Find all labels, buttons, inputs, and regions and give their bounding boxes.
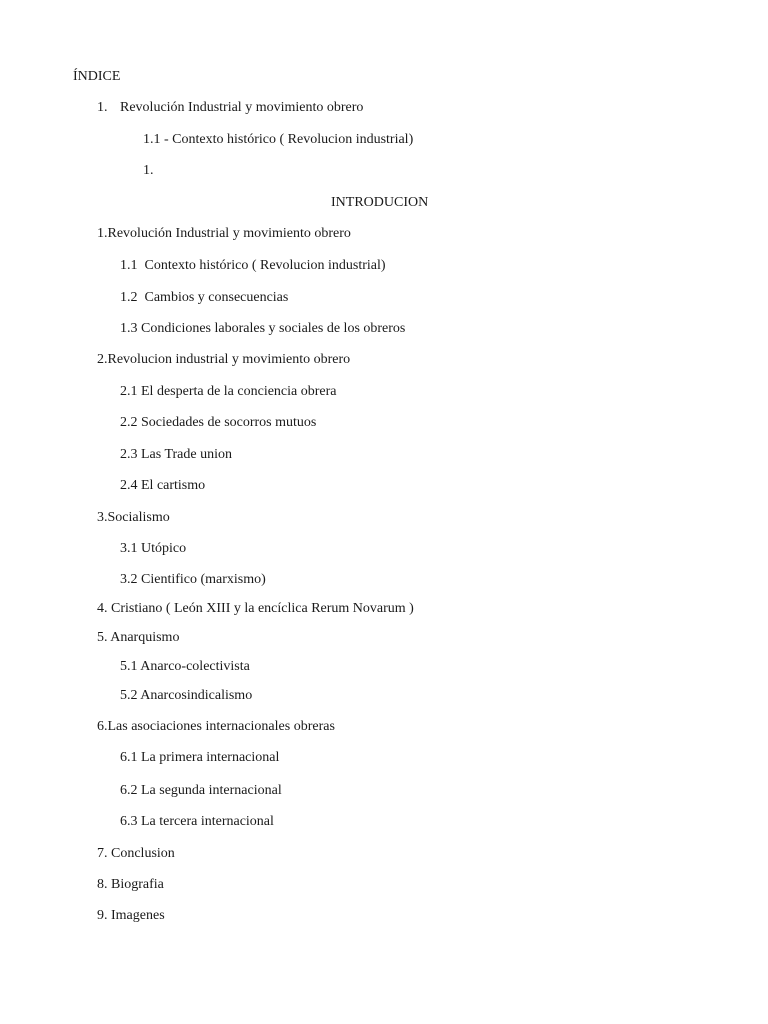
- index-item-1-1: 1.1 - Contexto histórico ( Revolucion industrial): [143, 132, 414, 147]
- outline-section-3: 3.Socialismo: [97, 510, 170, 525]
- outline-section-7: 7. Conclusion: [97, 846, 175, 861]
- outline-subsection-1-2: 1.2 Cambios y consecuencias: [120, 290, 289, 305]
- index-item-1-text: Revolución Industrial y movimiento obrero: [120, 100, 364, 115]
- introduction-heading: INTRODUCION: [331, 195, 429, 210]
- outline-subsection-5-2: 5.2 Anarcosindicalismo: [120, 688, 253, 703]
- outline-section-2: 2.Revolucion industrial y movimiento obrero: [97, 352, 351, 367]
- outline-section-1: 1.Revolución Industrial y movimiento obrero: [97, 226, 351, 241]
- outline-subsection-2-3: 2.3 Las Trade union: [120, 447, 232, 462]
- outline-subsection-6-3: 6.3 La tercera internacional: [120, 814, 274, 829]
- outline-section-8: 8. Biografia: [97, 877, 164, 892]
- outline-subsection-3-2: 3.2 Cientifico (marxismo): [120, 572, 266, 587]
- outline-subsection-1-1: 1.1 Contexto histórico ( Revolucion industrial): [120, 258, 386, 273]
- outline-subsection-5-1: 5.1 Anarco-colectivista: [120, 659, 250, 674]
- outline-subsection-6-1: 6.1 La primera internacional: [120, 750, 280, 765]
- index-heading: ÍNDICE: [73, 69, 121, 84]
- outline-section-9: 9. Imagenes: [97, 908, 165, 923]
- outline-subsection-2-4: 2.4 El cartismo: [120, 478, 206, 493]
- index-item-1-2: 1.: [143, 163, 154, 178]
- outline-subsection-3-1: 3.1 Utópico: [120, 541, 187, 556]
- outline-section-4: 4. Cristiano ( León XIII y la encíclica Rerum Novarum ): [97, 601, 414, 616]
- index-item-1-number: 1.: [97, 100, 108, 115]
- outline-subsection-6-2: 6.2 La segunda internacional: [120, 783, 282, 798]
- outline-subsection-2-2: 2.2 Sociedades de socorros mutuos: [120, 415, 317, 430]
- outline-section-5: 5. Anarquismo: [97, 630, 180, 645]
- outline-section-6: 6.Las asociaciones internacionales obreras: [97, 719, 335, 734]
- outline-subsection-1-3: 1.3 Condiciones laborales y sociales de los obreros: [120, 321, 406, 336]
- outline-subsection-2-1: 2.1 El desperta de la conciencia obrera: [120, 384, 337, 399]
